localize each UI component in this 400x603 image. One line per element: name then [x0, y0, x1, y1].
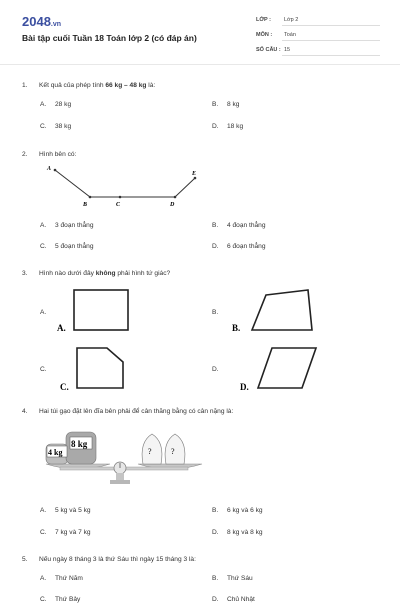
q1-option-b[interactable]: B. 8 kg — [212, 101, 240, 108]
q3-option-c[interactable]: C. — [40, 366, 47, 373]
question-5: 5. Nếu ngày 8 tháng 3 là thứ Sáu thì ngày 15 tháng 3 là: — [22, 556, 196, 563]
q4-option-a[interactable]: A. 5 kg và 5 kg — [40, 507, 91, 514]
q5-option-c[interactable]: C. Thứ Bảy — [40, 596, 81, 603]
balance-scale-figure — [40, 420, 215, 492]
shape-trapezoid — [230, 285, 320, 337]
q4-option-b[interactable]: B. 6 kg và 6 kg — [212, 507, 263, 514]
page-title: Bài tập cuối Tuần 18 Toán lớp 2 (có đáp án) — [22, 33, 197, 43]
shape-parallelogram — [232, 342, 322, 394]
page-header — [0, 0, 400, 62]
q2-option-a[interactable]: A. 3 đoạn thẳng — [40, 222, 94, 229]
q2-option-d[interactable]: D. 6 đoạn thẳng — [212, 243, 266, 250]
svg-text:B.: B. — [232, 323, 241, 333]
point-label: D — [170, 202, 175, 208]
q4-option-c[interactable]: C. 7 kg và 7 kg — [40, 529, 91, 536]
q3-option-a[interactable]: A. — [40, 309, 47, 316]
q2-option-b[interactable]: B. 4 đoạn thẳng — [212, 222, 266, 229]
bag-label: 4 kg — [48, 448, 63, 457]
q5-option-d[interactable]: D. Chủ Nhật — [212, 596, 255, 603]
q5-option-a[interactable]: A. Thứ Năm — [40, 575, 83, 582]
q2-option-c[interactable]: C. 5 đoạn thẳng — [40, 243, 94, 250]
question-4: 4. Hai túi gạo đặt lên đĩa bên phải để cân thăng bằng có cân nặng là: — [22, 408, 234, 415]
point-label: A — [47, 166, 52, 172]
point-label: E — [192, 171, 197, 177]
shape-pentagon — [55, 342, 135, 394]
bag-label: 8 kg — [71, 439, 88, 449]
svg-text:D.: D. — [240, 382, 249, 392]
svg-text:C.: C. — [60, 382, 69, 392]
bag-label: ? — [171, 447, 175, 456]
question-count-meta: SỐ CÂU : 15 — [256, 47, 291, 53]
q1-option-d[interactable]: D. 18 kg — [212, 123, 244, 130]
question-3: 3. Hình nào dưới đây không phải hình tứ giác? — [22, 270, 171, 277]
q1-option-c[interactable]: C. 38 kg — [40, 123, 72, 130]
shape-rectangle — [55, 285, 135, 337]
point-label: C — [116, 202, 121, 208]
subject-meta: MÔN : Toán — [256, 32, 296, 38]
grade-meta: LỚP : Lớp 2 — [256, 17, 299, 23]
q4-option-d[interactable]: D. 8 kg và 8 kg — [212, 529, 263, 536]
svg-text:A.: A. — [57, 323, 66, 333]
question-2: 2. Hình bên có: — [22, 151, 77, 158]
point-label: B — [83, 202, 88, 208]
q5-option-b[interactable]: B. Thứ Sáu — [212, 575, 253, 582]
question-1: 1. Kết quả của phép tính 66 kg – 48 kg là: — [22, 82, 156, 89]
q3-option-b[interactable]: B. — [212, 309, 219, 316]
line-segments-figure — [40, 160, 220, 210]
q1-option-a[interactable]: A. 28 kg — [40, 101, 72, 108]
site-logo[interactable]: 2048.vn — [22, 14, 62, 29]
bag-label: ? — [148, 447, 152, 456]
q3-option-d[interactable]: D. — [212, 366, 219, 373]
header-divider — [0, 64, 400, 65]
